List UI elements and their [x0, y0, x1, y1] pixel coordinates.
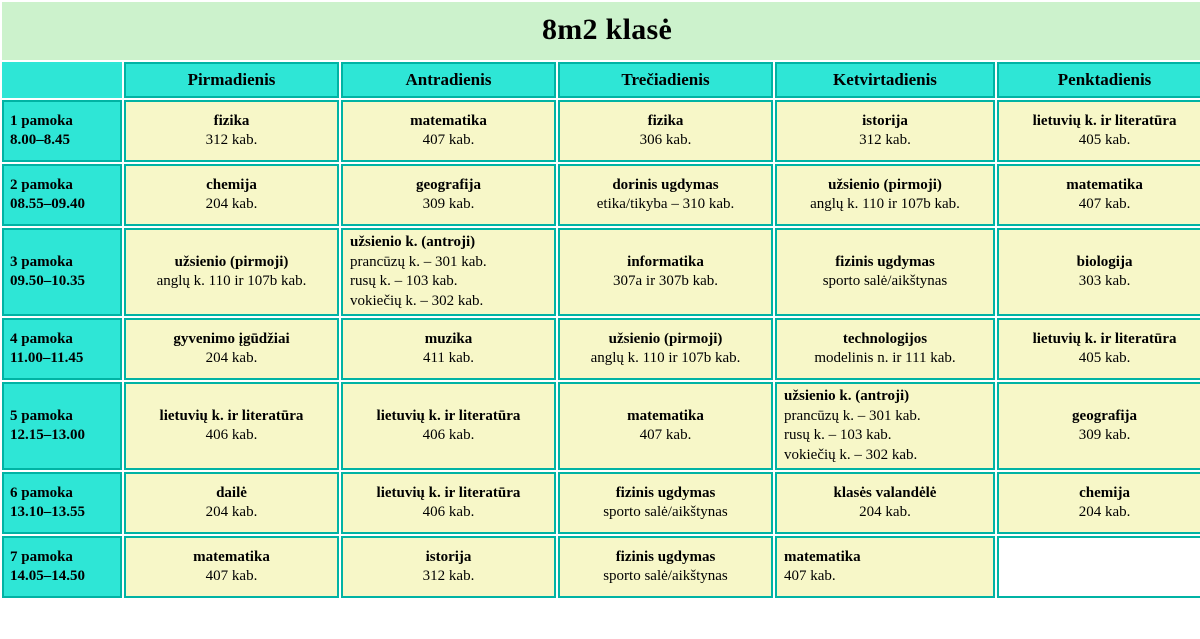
lesson-time: 08.55–09.40 — [10, 196, 85, 212]
subject-name: istorija — [862, 112, 908, 129]
subject-name: užsienio k. (antroji) — [784, 388, 910, 404]
room-name: anglų k. 110 ir 107b kab. — [810, 196, 960, 212]
room-name: 407 kab. — [1078, 196, 1131, 212]
lesson-time: 12.15–13.00 — [10, 427, 85, 443]
room-name: sporto salė/aikštynas — [603, 504, 728, 520]
lesson-label-2 — [2, 164, 122, 226]
lesson-number: 2 pamoka — [10, 177, 73, 194]
cell-fri-4 — [997, 318, 1200, 380]
cell-thu-7 — [775, 536, 995, 598]
day-header-tuesday: Antradienis — [341, 62, 556, 98]
cell-fri-7 — [997, 536, 1200, 598]
subject-name: technologijos — [842, 330, 928, 347]
cell-mon-3 — [124, 228, 339, 316]
subject-name: lietuvių k. ir literatūra — [159, 407, 304, 424]
title-row — [2, 2, 1200, 60]
subject-name: fizika — [647, 112, 684, 129]
cell-fri-5 — [997, 382, 1200, 470]
lesson-number: 4 pamoka — [10, 331, 73, 348]
room-name: prancūzų k. – 301 kab. — [784, 407, 921, 424]
cell-mon-6 — [124, 472, 339, 534]
cell-thu-1 — [775, 100, 995, 162]
cell-mon-4 — [124, 318, 339, 380]
cell-tue-7 — [341, 536, 556, 598]
cell-thu-5 — [775, 382, 995, 470]
header-row — [2, 62, 1200, 98]
room-name: anglų k. 110 ir 107b kab. — [590, 350, 741, 366]
subject-name: biologija — [1076, 253, 1133, 270]
subject-name: matematika — [410, 112, 487, 129]
subject-name: fizinis ugdymas — [615, 548, 716, 565]
lesson-number: 1 pamoka — [10, 113, 73, 130]
lesson-label-6 — [2, 472, 122, 534]
subject-name: matematika — [1066, 176, 1143, 193]
room-name: 309 kab. — [1078, 427, 1131, 443]
room-name: sporto salė/aikštynas — [603, 568, 728, 584]
cell-tue-6 — [341, 472, 556, 534]
day-header-monday: Pirmadienis — [124, 62, 339, 98]
cell-wed-4 — [558, 318, 773, 380]
room-name: 405 kab. — [1078, 350, 1131, 366]
cell-wed-3 — [558, 228, 773, 316]
cell-thu-2 — [775, 164, 995, 226]
room-name: anglų k. 110 ir 107b kab. — [156, 273, 307, 289]
room-name: 204 kab. — [205, 196, 258, 212]
lesson-number: 7 pamoka — [10, 549, 73, 566]
room-name: 312 kab. — [422, 568, 475, 584]
subject-name: užsienio (pirmoji) — [174, 253, 289, 270]
table-row — [2, 228, 1200, 316]
lesson-number: 6 pamoka — [10, 485, 73, 502]
room-name: 303 kab. — [1078, 273, 1131, 289]
subject-name: geografija — [1072, 407, 1138, 424]
table-row — [2, 164, 1200, 226]
day-header-thursday: Ketvirtadienis — [775, 62, 995, 98]
lesson-label-1 — [2, 100, 122, 162]
lesson-number: 3 pamoka — [10, 254, 73, 271]
subject-name: klasės valandėlė — [833, 484, 937, 501]
cell-wed-5 — [558, 382, 773, 470]
table-row — [2, 472, 1200, 534]
corner-cell — [2, 62, 122, 98]
room-name: 407 kab. — [639, 427, 692, 443]
room-name: 307a ir 307b kab. — [613, 273, 718, 289]
cell-thu-4 — [775, 318, 995, 380]
room-name-2: rusų k. – 103 kab. — [784, 427, 892, 443]
lesson-label-7 — [2, 536, 122, 598]
room-name: 204 kab. — [1078, 504, 1131, 520]
room-name: 312 kab. — [205, 132, 258, 148]
cell-tue-4 — [341, 318, 556, 380]
lesson-label-4 — [2, 318, 122, 380]
room-name-3: vokiečių k. – 302 kab. — [784, 446, 918, 463]
page-title: 8m2 klasė — [2, 2, 1200, 60]
room-name: 406 kab. — [422, 427, 475, 443]
cell-tue-2 — [341, 164, 556, 226]
subject-name: fizinis ugdymas — [835, 253, 935, 270]
subject-name: lietuvių k. ir literatūra — [1032, 112, 1177, 129]
subject-name: matematika — [784, 548, 861, 565]
subject-name: chemija — [206, 176, 257, 193]
cell-thu-3 — [775, 228, 995, 316]
room-name: 204 kab. — [859, 504, 911, 520]
table-row — [2, 536, 1200, 598]
subject-name: dorinis ugdymas — [612, 176, 719, 193]
cell-thu-6 — [775, 472, 995, 534]
cell-mon-7 — [124, 536, 339, 598]
subject-name: lietuvių k. ir literatūra — [376, 484, 521, 501]
lesson-label-3 — [2, 228, 122, 316]
cell-fri-6 — [997, 472, 1200, 534]
lesson-time: 14.05–14.50 — [10, 568, 85, 584]
room-name: 312 kab. — [859, 132, 911, 148]
room-name: 407 kab. — [784, 568, 836, 584]
cell-wed-7 — [558, 536, 773, 598]
room-name: 406 kab. — [205, 427, 258, 443]
subject-name: fizika — [213, 112, 250, 129]
cell-tue-5 — [341, 382, 556, 470]
room-name: 204 kab. — [205, 504, 258, 520]
room-name: 309 kab. — [422, 196, 475, 212]
cell-tue-3 — [341, 228, 556, 316]
room-name: 405 kab. — [1078, 132, 1131, 148]
room-name: 406 kab. — [422, 504, 475, 520]
room-name: sporto salė/aikštynas — [822, 273, 948, 289]
subject-name: informatika — [627, 253, 704, 270]
lesson-label-5 — [2, 382, 122, 470]
room-name: 411 kab. — [422, 350, 475, 366]
subject-name: chemija — [1079, 484, 1130, 501]
subject-name: geografija — [416, 176, 481, 193]
lesson-time: 09.50–10.35 — [10, 273, 85, 289]
room-name: 407 kab. — [205, 568, 258, 584]
subject-name: fizinis ugdymas — [615, 484, 716, 501]
lesson-time: 8.00–8.45 — [10, 132, 70, 148]
day-header-wednesday: Trečiadienis — [558, 62, 773, 98]
cell-mon-1 — [124, 100, 339, 162]
cell-wed-2 — [558, 164, 773, 226]
table-row — [2, 100, 1200, 162]
subject-name: matematika — [193, 548, 270, 565]
cell-wed-1 — [558, 100, 773, 162]
room-name: prancūzų k. – 301 kab. — [350, 253, 487, 270]
cell-fri-2 — [997, 164, 1200, 226]
table-row — [2, 382, 1200, 470]
subject-name: užsienio (pirmoji) — [608, 330, 723, 347]
room-name: modelinis n. ir 111 kab. — [814, 350, 956, 366]
subject-name: lietuvių k. ir literatūra — [1032, 330, 1177, 347]
room-name: etika/tikyba – 310 kab. — [596, 196, 735, 212]
cell-tue-1 — [341, 100, 556, 162]
cell-mon-5 — [124, 382, 339, 470]
table-row — [2, 318, 1200, 380]
lesson-time: 13.10–13.55 — [10, 504, 85, 520]
room-name-2: rusų k. – 103 kab. — [350, 273, 458, 289]
cell-fri-1 — [997, 100, 1200, 162]
subject-name: užsienio k. (antroji) — [350, 234, 476, 250]
lesson-time: 11.00–11.45 — [10, 350, 84, 366]
subject-name: dailė — [216, 484, 247, 501]
cell-mon-2 — [124, 164, 339, 226]
day-header-friday: Penktadienis — [997, 62, 1200, 98]
room-name: 306 kab. — [639, 132, 692, 148]
subject-name: užsienio (pirmoji) — [828, 176, 942, 193]
subject-name: muzika — [424, 330, 473, 347]
cell-fri-3 — [997, 228, 1200, 316]
subject-name: matematika — [627, 407, 704, 424]
subject-name: gyvenimo įgūdžiai — [173, 330, 290, 347]
subject-name: istorija — [425, 548, 472, 565]
room-name-3: vokiečių k. – 302 kab. — [350, 292, 484, 309]
room-name: 407 kab. — [422, 132, 475, 148]
cell-wed-6 — [558, 472, 773, 534]
room-name: 204 kab. — [205, 350, 258, 366]
subject-name: lietuvių k. ir literatūra — [376, 407, 521, 424]
lesson-number: 5 pamoka — [10, 408, 73, 425]
